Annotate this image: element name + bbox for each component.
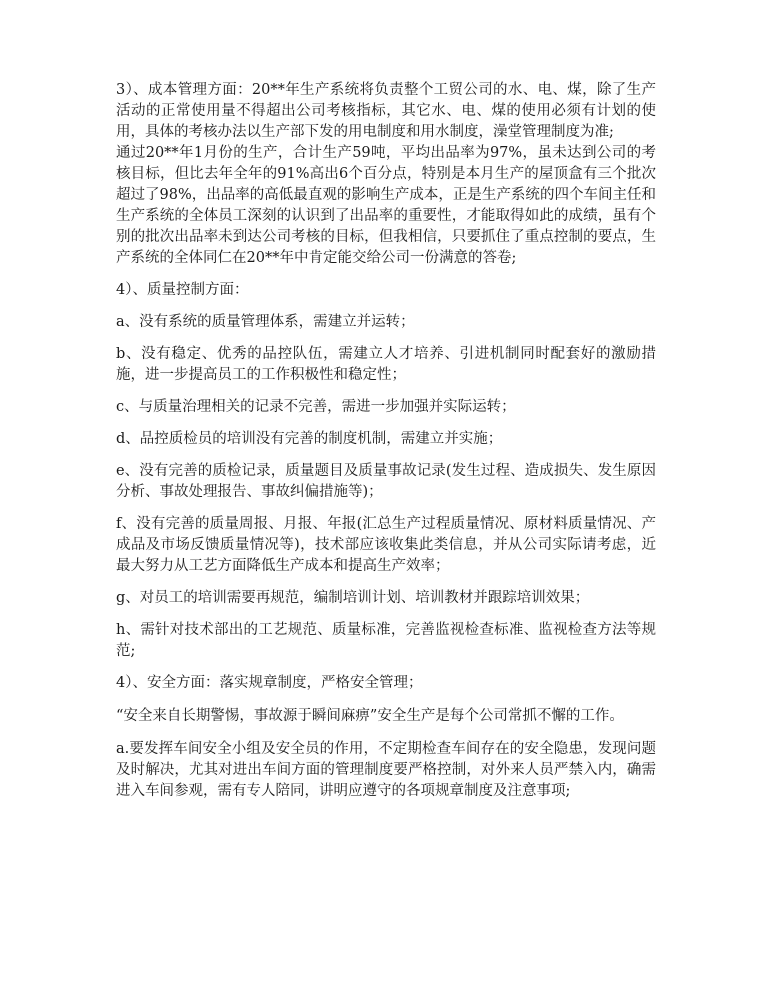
paragraph-production-summary: 通过20**年1月份的生产，合计生产59吨，平均出品率为97%，虽未达到公司的考核目标，但比去年全年的91%高出6个百分点，特别是本月生产的屋顶盒有三个批次超过了98%，出品率的高低最直观的影响生产成本，正是生产系统的四个车间主任和生产系统的全体员工深刻的认识到了出品率的重要性，才能取得如此的成绩，虽有个别的批次出品率未到达公司考核的目标，但我相信，只要抓住了重点控制的要点，生产系统的全体同仁在20**年中肯定能交给公司一份满意的答卷; (116, 145, 656, 266)
list-item-b: b、没有稳定、优秀的品控队伍，需建立人才培养、引进机制同时配套好的激励措施，进一步提高员工的工作积极性和稳定性； (116, 346, 656, 383)
list-item-f: f、没有完善的质量周报、月报、年报(汇总生产过程质量情况、原材料质量情况、产成品及市场反馈质量情况等)，技术部应该收集此类信息，并从公司实际请考虑，近最大努力从工艺方面降低生产成本和提高生产效率； (116, 516, 656, 574)
list-item-g: g、对员工的培训需要再规范，编制培训计划、培训教材并跟踪培训效果； (116, 590, 590, 606)
list-item-d: d、品控质检员的培训没有完善的制度机制，需建立并实施； (116, 431, 503, 447)
paragraph-safety-slogan: “安全来自长期警惕，事故源于瞬间麻痹”安全生产是每个公司常抓不懈的工作。 (116, 708, 624, 724)
list-item-c: c、与质量治理相关的记录不完善，需进一步加强并实际运转； (116, 399, 516, 415)
list-item-safety-a: a.要发挥车间安全小组及安全员的作用，不定期检查车间存在的安全隐患，发现问题及时解决，尤其对进出车间方面的管理制度要严格控制，对外来人员严禁入内，确需进入车间参观，需有专人陪同，讲明应遵守的各项规章制度及注意事项; (116, 741, 656, 799)
document-body (116, 80, 656, 802)
heading-quality-control: 4）、质量控制方面： (116, 282, 249, 298)
heading-safety: 4）、安全方面：落实规章制度，严格安全管理； (116, 675, 423, 691)
list-item-a: a、没有系统的质量管理体系，需建立并运转； (116, 314, 415, 330)
list-item-e: e、没有完善的质检记录，质量题目及质量事故记录(发生过程、造成损失、发生原因分析、事故处理报告、事故纠偏措施等)； (116, 463, 656, 500)
list-item-h: h、需针对技术部出的工艺规范、质量标准，完善监视检查标准、监视检查方法等规范; (116, 622, 656, 659)
paragraph-cost-management: 3）、成本管理方面：20**年生产系统将负责整个工贸公司的水、电、煤，除了生产活动的正常使用量不得超出公司考核指标，其它水、电、煤的使用必须有计划的使用，具体的考核办法以生产部下发的用电制度和用水制度，澡堂管理制度为准; (116, 82, 656, 140)
